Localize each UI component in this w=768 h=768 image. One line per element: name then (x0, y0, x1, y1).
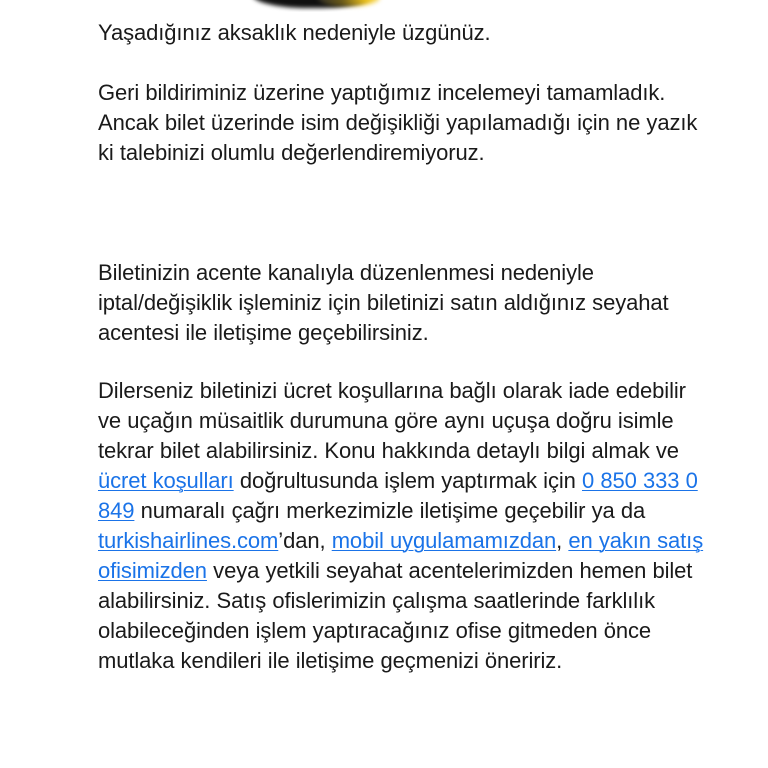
paragraph-apology: Yaşadığınız aksaklık nedeniyle üzgünüz. (98, 20, 491, 45)
refund-text-segment-2: doğrultusunda işlem yaptırmak için (233, 468, 582, 493)
paragraph-refund-options (98, 376, 710, 676)
logo-dark-shape (252, 0, 372, 8)
email-message-body (98, 18, 710, 676)
logo-yellow-accent (318, 0, 380, 6)
paragraph-agency-contact: Biletinizin acente kanalıyla düzenlenmesi nedeniyle iptal/değişiklik işleminiz için biletinizi satın aldığınız seyahat acentesi ile iletişime geçebilirsiniz. (98, 260, 669, 345)
refund-text-segment-1: Dilerseniz biletinizi ücret koşullarına bağlı olarak iade edebilir ve uçağın müsaitlik durumuna göre aynı uçuşa doğru isimle tekrar bilet alabilirsiniz. Konu hakkında detaylı bilgi almak ve (98, 378, 686, 463)
refund-text-segment-6: veya yetkili seyahat acentelerimizden hemen bilet alabilirsiniz. Satış ofislerimizin çalışma saatlerinde farklılık olabileceğinden işlem yaptıracağınız ofise gitmeden önce mutlaka kendileri ile iletişime geçmenizi öneririz. (98, 558, 693, 673)
link-call-center-phone[interactable]: 0 850 333 0 849 (98, 468, 698, 523)
cropped-airline-logo (0, 0, 768, 12)
link-mobile-app[interactable]: mobil uygulamamızdan (331, 528, 557, 553)
refund-text-segment-4: ’dan, (278, 528, 332, 553)
link-fare-conditions[interactable]: ücret koşulları (98, 468, 234, 493)
link-nearest-sales-office[interactable]: en yakın satış ofisimizden (98, 528, 704, 583)
refund-text-segment-5: , (556, 528, 569, 553)
paragraph-review-result: Geri bildiriminiz üzerine yaptığımız incelemeyi tamamladık. Ancak bilet üzerinde isim değişikliği yapılamadığı için ne yazık ki talebinizi olumlu değerlendiremiyoruz. (98, 80, 698, 165)
link-website[interactable]: turkishairlines.com (98, 528, 279, 553)
refund-text-segment-3: numaralı çağrı merkezimizle iletişime geçebilir ya da (134, 498, 646, 523)
